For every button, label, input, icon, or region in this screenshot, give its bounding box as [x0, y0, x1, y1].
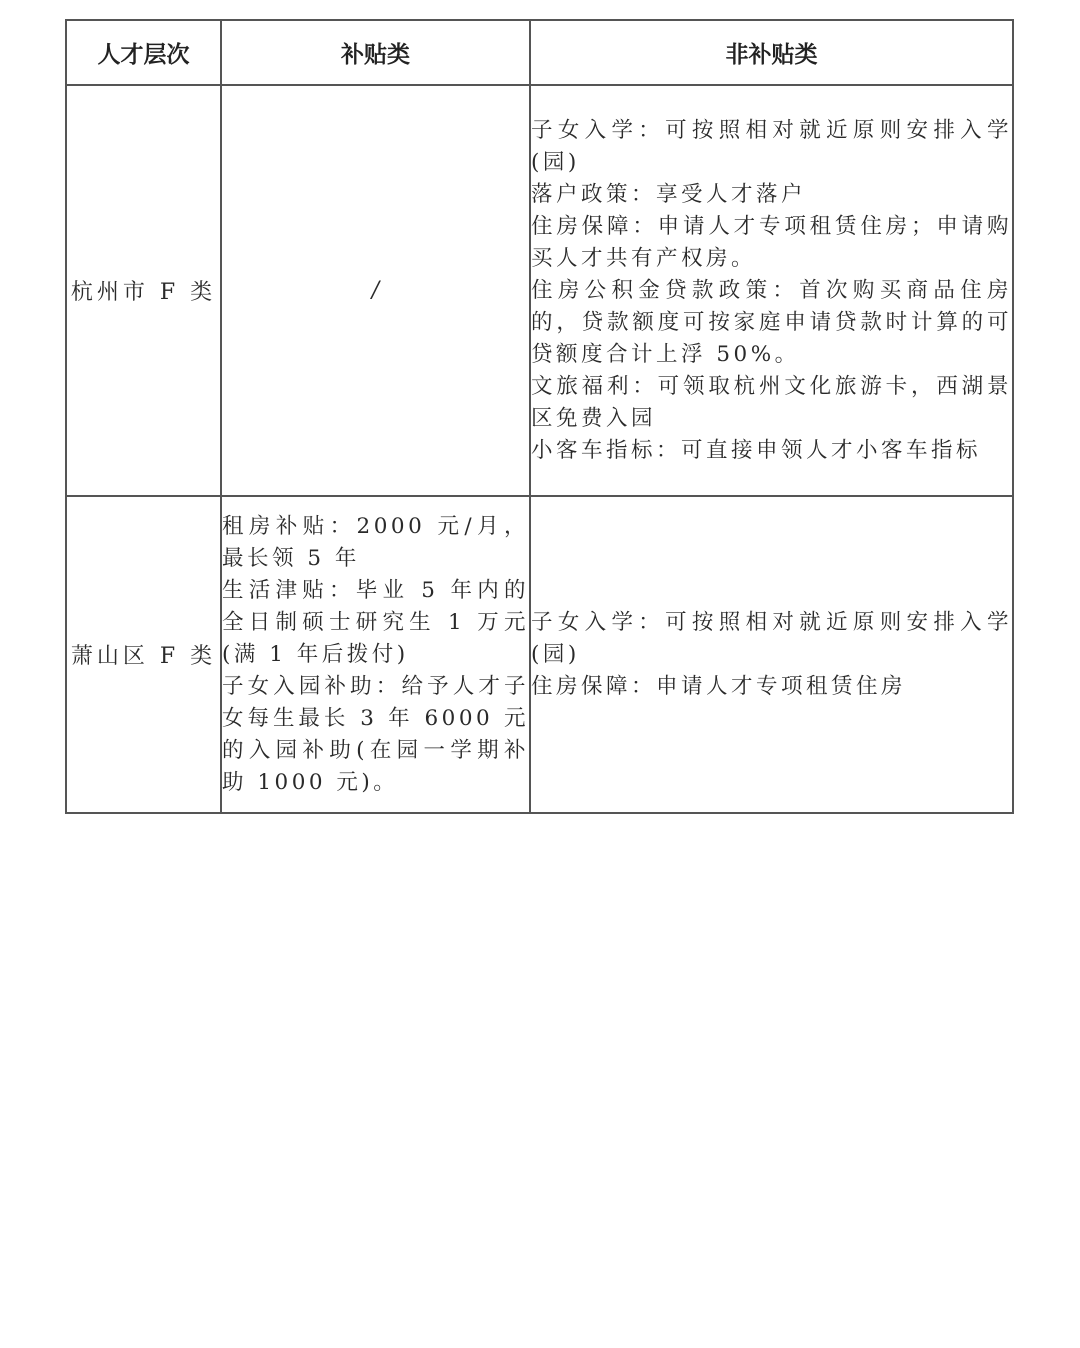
subsidy-item: 子女入园补助：给予人才子女每生最长 3 年 6000 元的入园补助(在园一学期补助 1000 元)。 [222, 673, 529, 795]
policy-item: 子女入学：可按照相对就近原则安排入学(园) [531, 609, 1012, 667]
table-header-row [66, 20, 1013, 85]
header-subsidy: 补贴类 [221, 20, 530, 85]
policy-item: 小客车指标：可直接申领人才小客车指标 [531, 437, 982, 463]
policy-item: 文旅福利：可领取杭州文化旅游卡，西湖景区免费入园 [531, 373, 1012, 431]
header-non-subsidy: 非补贴类 [530, 20, 1013, 85]
talent-level-cell: 萧山区 F 类 [66, 496, 221, 813]
talent-policy-table [65, 19, 1014, 814]
policy-item: 子女入学：可按照相对就近原则安排入学(园) [531, 117, 1012, 175]
table-row-xiaoshan-f [66, 496, 1013, 813]
subsidy-item: 租房补贴：2000 元/月，最长领 5 年 [222, 513, 529, 571]
table-row-hangzhou-f [66, 85, 1013, 496]
policy-item: 住房公积金贷款政策：首次购买商品住房的，贷款额度可按家庭申请贷款时计算的可贷额度合计上浮 50%。 [531, 277, 1012, 367]
non-subsidy-cell [530, 85, 1013, 496]
talent-level-cell: 杭州市 F 类 [66, 85, 221, 496]
policy-item: 落户政策：享受人才落户 [531, 181, 807, 207]
subsidy-cell [221, 496, 530, 813]
policy-item: 住房保障：申请人才专项租赁住房；申请购买人才共有产权房。 [531, 213, 1012, 271]
non-subsidy-cell [530, 496, 1013, 813]
subsidy-cell-empty: / [221, 85, 530, 496]
header-talent-level: 人才层次 [66, 20, 221, 85]
policy-item: 住房保障：申请人才专项租赁住房 [531, 673, 907, 699]
subsidy-item: 生活津贴：毕业 5 年内的全日制硕士研究生 1 万元(满 1 年后拨付) [222, 577, 529, 667]
